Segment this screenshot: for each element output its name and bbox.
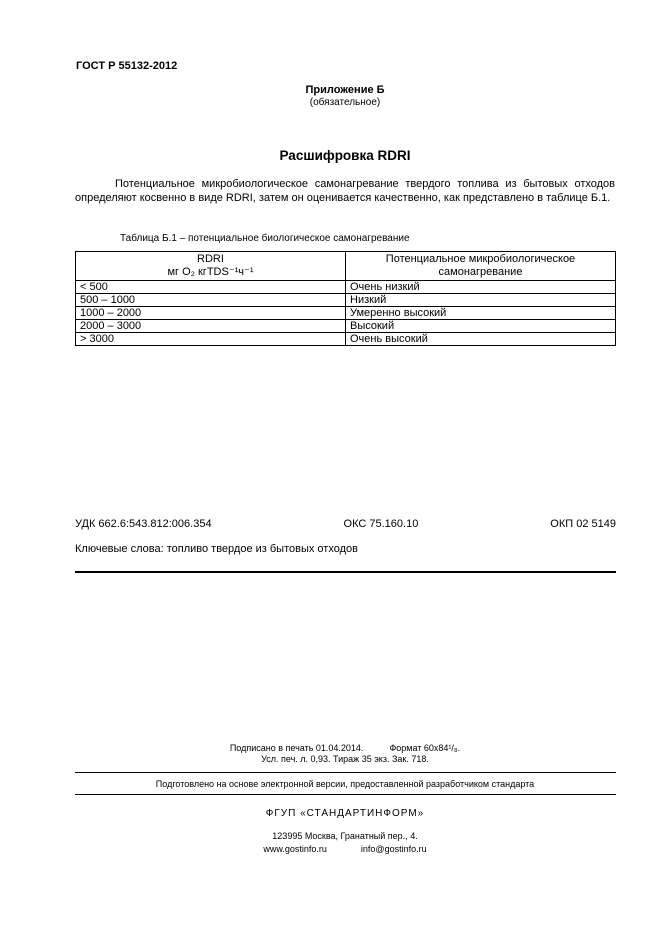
cell-range: > 3000 xyxy=(76,333,346,346)
udk-code: УДК 662.6:543.812:006.354 xyxy=(75,518,212,530)
table-row xyxy=(76,281,616,294)
oks-code: ОКС 75.160.10 xyxy=(343,518,419,530)
cell-level: Низкий xyxy=(346,294,616,307)
table-header-level: Потенциальное микробиологическое самонагревание xyxy=(346,252,616,281)
cell-level: Очень низкий xyxy=(346,281,616,294)
contact-line xyxy=(75,844,615,854)
cell-level: Умеренно высокий xyxy=(346,307,616,320)
cell-level: Высокий xyxy=(346,320,616,333)
cell-range: < 500 xyxy=(76,281,346,294)
prepared-note: Подготовлено на основе электронной версии, предоставленной разработчиком стандарта xyxy=(155,779,535,789)
okp-code: ОКП 02 5149 xyxy=(550,518,616,530)
print-date: Подписано в печать 01.04.2014. xyxy=(229,743,364,753)
table-row xyxy=(76,294,616,307)
email-text: info@gostinfo.ru xyxy=(360,844,427,854)
horizontal-rule xyxy=(75,571,616,573)
table-header-rdri xyxy=(76,252,346,281)
print-imprint xyxy=(75,743,615,765)
separator-line xyxy=(75,772,616,773)
table-header-row xyxy=(76,252,616,281)
classification-codes xyxy=(75,518,616,530)
section-title: Расшифровка RDRI xyxy=(279,148,411,163)
table-header-rdri-units: мг О₂ кгTDS⁻¹ч⁻¹ xyxy=(167,266,254,278)
cell-range: 2000 – 3000 xyxy=(76,320,346,333)
table-header-rdri-title: RDRI xyxy=(197,253,224,265)
cell-range: 1000 – 2000 xyxy=(76,307,346,320)
publisher-name: ФГУП «СТАНДАРТИНФОРМ» xyxy=(265,808,425,819)
cell-level: Очень высокий xyxy=(346,333,616,346)
table-row xyxy=(76,333,616,346)
print-format: Формат 60x84¹/₈. xyxy=(389,743,461,753)
appendix-heading xyxy=(75,84,615,108)
rdri-table xyxy=(75,251,616,346)
body-paragraph: Потенциальное микробиологическое самонагревание твердого топлива из бытовых отходов определяют косвенно в виде RDRI, затем он оценивается качественно, как представлено в таблице Б.1. xyxy=(75,178,615,204)
table-row xyxy=(76,307,616,320)
appendix-subtitle: (обязательное) xyxy=(309,97,381,108)
table-caption: Таблица Б.1 – потенциальное биологическое самонагревание xyxy=(120,233,410,244)
website-text: www.gostinfo.ru xyxy=(263,844,327,854)
keywords-line: Ключевые слова: топливо твердое из бытовых отходов xyxy=(75,543,358,555)
print-line-2: Усл. печ. л. 0,93. Тираж 35 экз. Зак. 718. xyxy=(261,754,429,764)
separator-line xyxy=(75,794,616,795)
publisher-address: 123995 Москва, Гранатный пер., 4. xyxy=(272,831,418,841)
table-row xyxy=(76,320,616,333)
cell-range: 500 – 1000 xyxy=(76,294,346,307)
doc-code: ГОСТ Р 55132-2012 xyxy=(76,60,178,72)
appendix-title: Приложение Б xyxy=(305,84,385,96)
print-line-1 xyxy=(75,743,615,754)
